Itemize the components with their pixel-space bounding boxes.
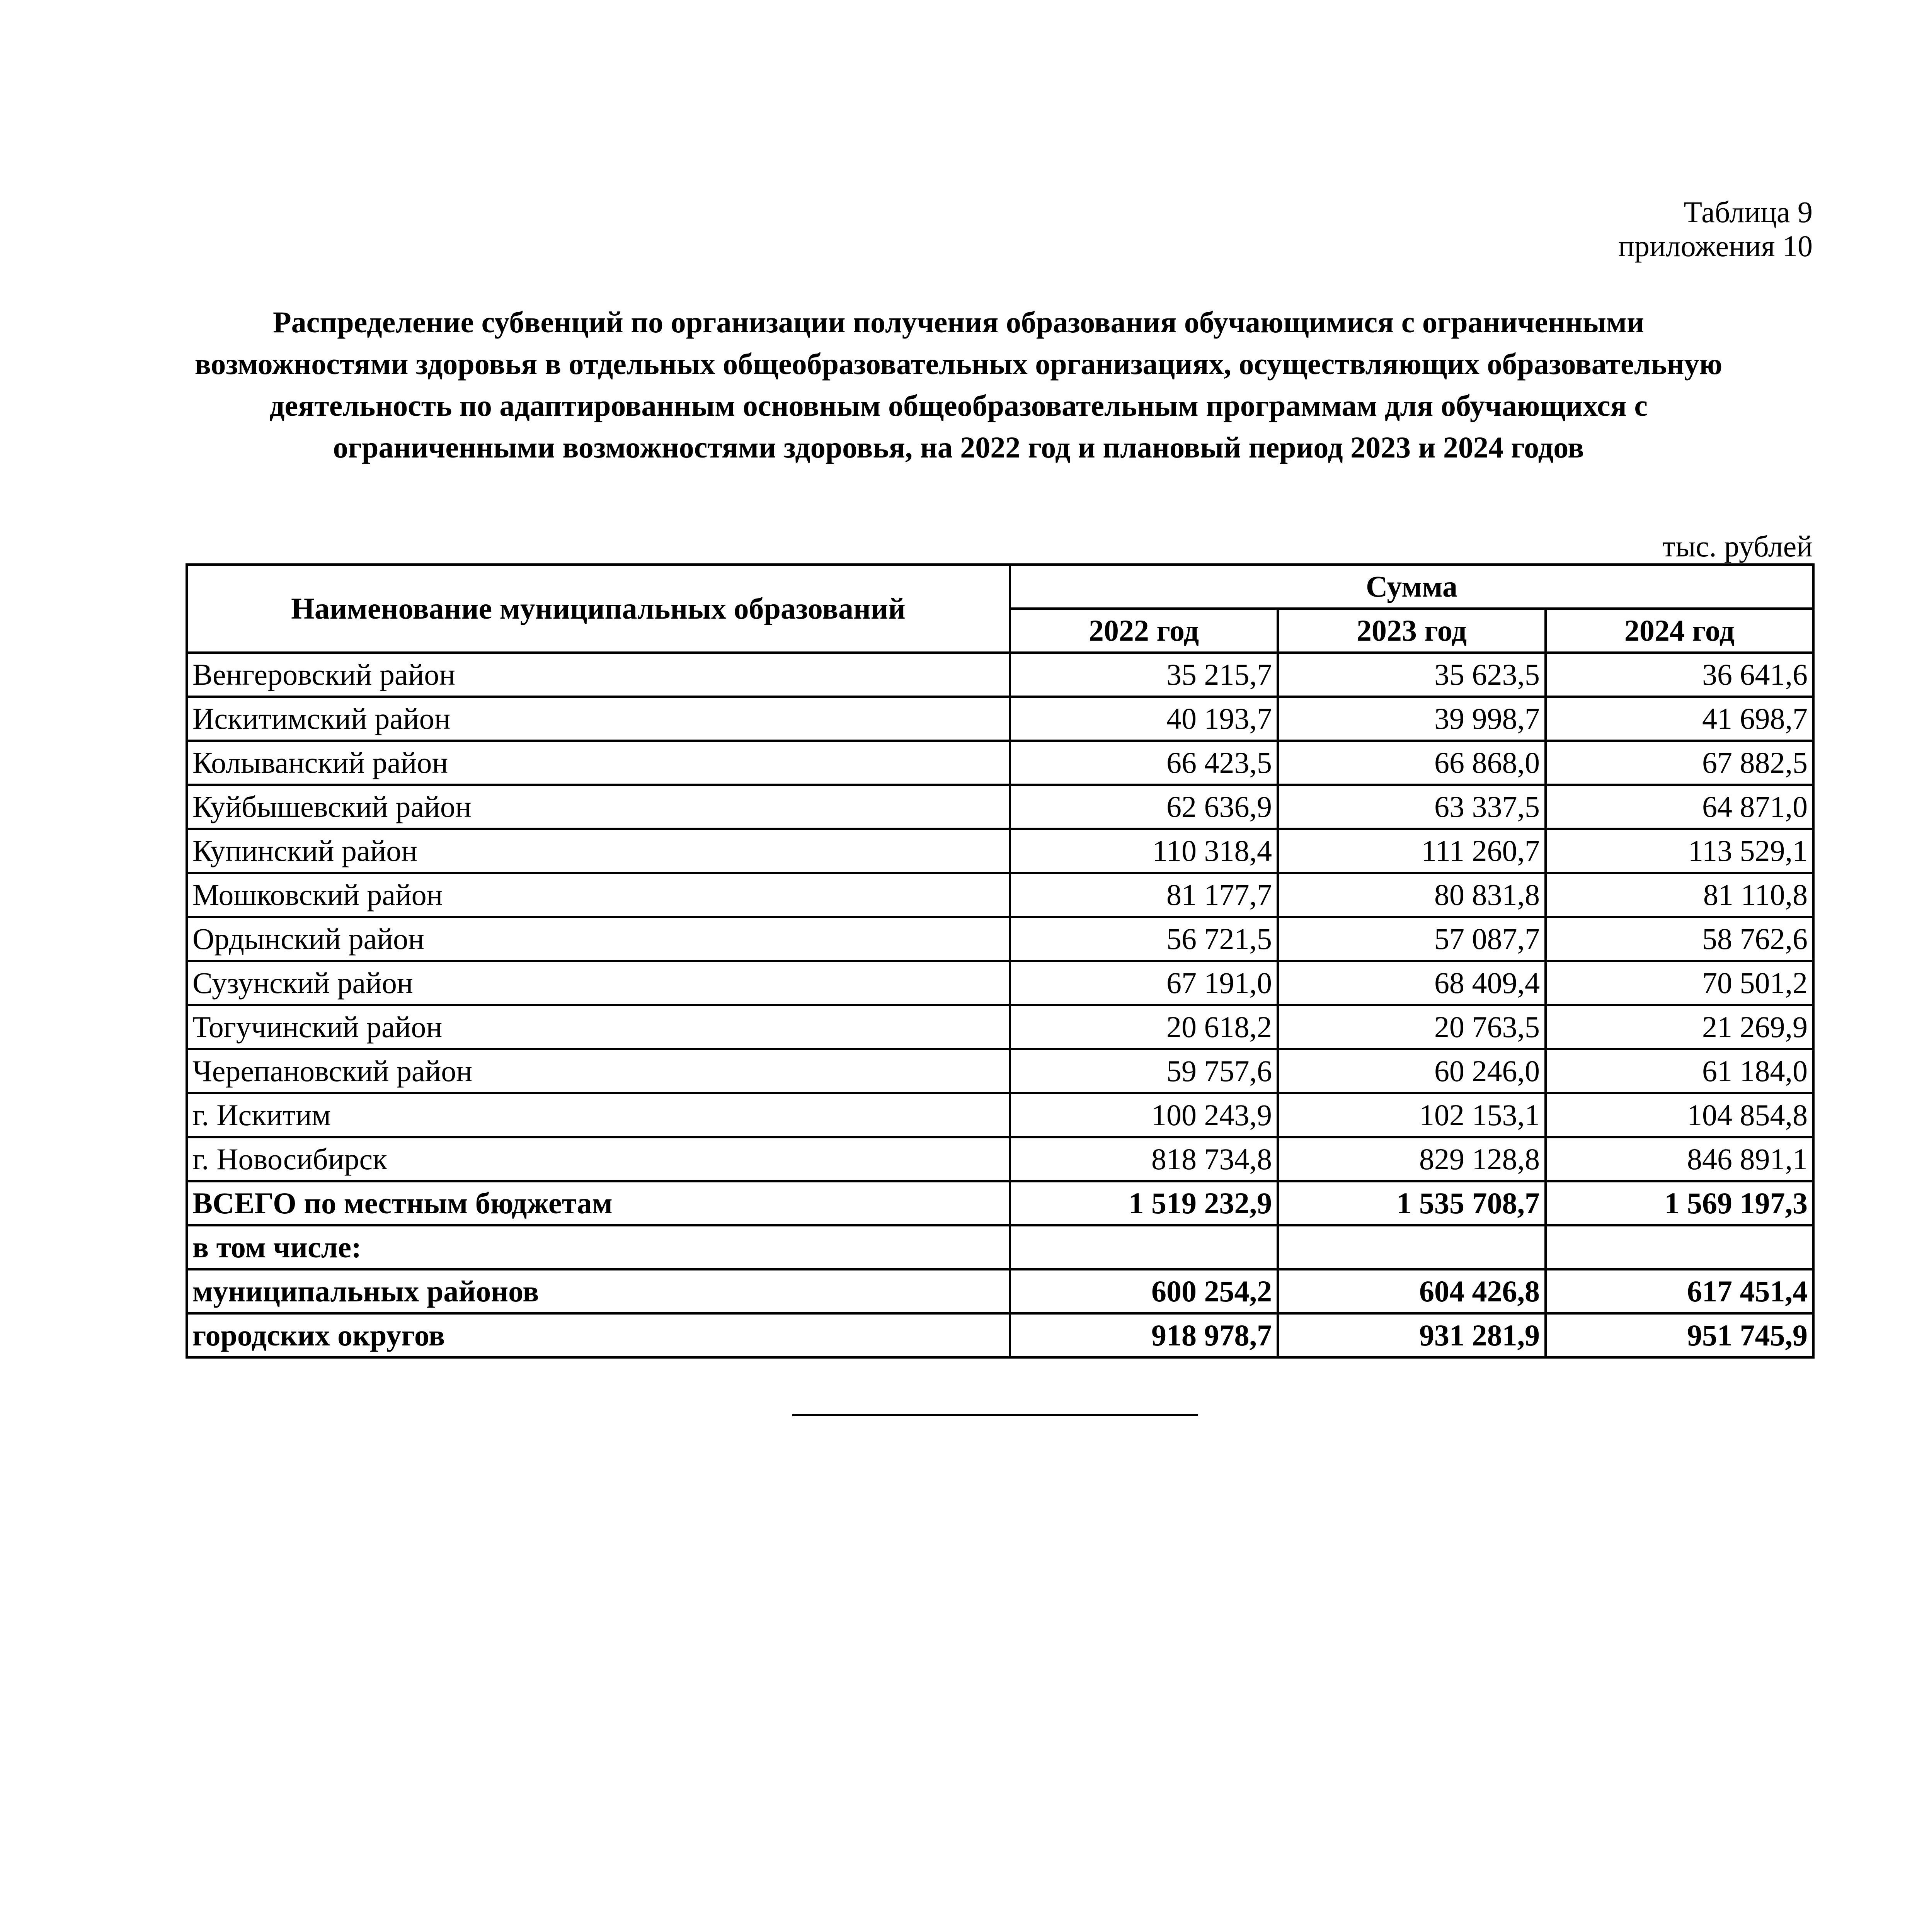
subtotal-row-urban-districts: [187, 1313, 1813, 1357]
value-2022: 66 423,5: [1010, 741, 1278, 785]
municipality-name: г. Новосибирск: [187, 1137, 1010, 1181]
value-2023: 20 763,5: [1278, 1005, 1546, 1049]
units-label: тыс. рублей: [1662, 529, 1813, 563]
municipality-name: Черепановский район: [187, 1049, 1010, 1093]
table-row: [187, 785, 1813, 829]
value-2022: 110 318,4: [1010, 829, 1278, 873]
value-2023: 57 087,7: [1278, 917, 1546, 961]
value-2022: 20 618,2: [1010, 1005, 1278, 1049]
value-2023: 80 831,8: [1278, 873, 1546, 917]
column-header-year-2022: 2022 год: [1010, 609, 1278, 653]
value-2023: 111 260,7: [1278, 829, 1546, 873]
total-row: [187, 1181, 1813, 1225]
municipality-name: Ордынский район: [187, 917, 1010, 961]
value-2024: 61 184,0: [1546, 1049, 1813, 1093]
municipality-name: Куйбышевский район: [187, 785, 1010, 829]
value-2024: 67 882,5: [1546, 741, 1813, 785]
column-header-sum: Сумма: [1010, 565, 1813, 609]
value-2023: 35 623,5: [1278, 653, 1546, 697]
empty-cell: [1278, 1225, 1546, 1269]
table-body: [187, 653, 1813, 1357]
value-2022: 40 193,7: [1010, 697, 1278, 741]
value-2023: 39 998,7: [1278, 697, 1546, 741]
value-2024: 21 269,9: [1546, 1005, 1813, 1049]
table-row: [187, 873, 1813, 917]
municipality-name: г. Искитим: [187, 1093, 1010, 1137]
municipality-name: Сузунский район: [187, 961, 1010, 1005]
value-2024: 58 762,6: [1546, 917, 1813, 961]
subtotal-2022: 918 978,7: [1010, 1313, 1278, 1357]
value-2024: 81 110,8: [1546, 873, 1813, 917]
municipality-name: Колыванский район: [187, 741, 1010, 785]
table-row: [187, 741, 1813, 785]
table-row: [187, 1093, 1813, 1137]
value-2024: 70 501,2: [1546, 961, 1813, 1005]
value-2024: 113 529,1: [1546, 829, 1813, 873]
value-2022: 35 215,7: [1010, 653, 1278, 697]
value-2022: 59 757,6: [1010, 1049, 1278, 1093]
subtotal-2024: 951 745,9: [1546, 1313, 1813, 1357]
table-row: [187, 917, 1813, 961]
total-label: ВСЕГО по местным бюджетам: [187, 1181, 1010, 1225]
value-2022: 67 191,0: [1010, 961, 1278, 1005]
municipality-name: Купинский район: [187, 829, 1010, 873]
value-2023: 68 409,4: [1278, 961, 1546, 1005]
municipality-name: Тогучинский район: [187, 1005, 1010, 1049]
table-row: [187, 1005, 1813, 1049]
value-2024: 64 871,0: [1546, 785, 1813, 829]
table-row: [187, 653, 1813, 697]
value-2022: 81 177,7: [1010, 873, 1278, 917]
closing-rule: [792, 1414, 1198, 1416]
table-row: [187, 697, 1813, 741]
value-2024: 41 698,7: [1546, 697, 1813, 741]
subtotal-2023: 931 281,9: [1278, 1313, 1546, 1357]
municipality-name: Венгеровский район: [187, 653, 1010, 697]
value-2022: 818 734,8: [1010, 1137, 1278, 1181]
column-header-year-2024: 2024 год: [1546, 609, 1813, 653]
appendix-reference: [1618, 195, 1813, 263]
subtotal-label: муниципальных районов: [187, 1269, 1010, 1313]
municipality-name: Мошковский район: [187, 873, 1010, 917]
total-2024: 1 569 197,3: [1546, 1181, 1813, 1225]
subtotal-2022: 600 254,2: [1010, 1269, 1278, 1313]
value-2023: 102 153,1: [1278, 1093, 1546, 1137]
table-row: [187, 1049, 1813, 1093]
value-2024: 36 641,6: [1546, 653, 1813, 697]
value-2022: 100 243,9: [1010, 1093, 1278, 1137]
value-2023: 63 337,5: [1278, 785, 1546, 829]
column-header-year-2023: 2023 год: [1278, 609, 1546, 653]
value-2023: 60 246,0: [1278, 1049, 1546, 1093]
value-2024: 846 891,1: [1546, 1137, 1813, 1181]
value-2023: 66 868,0: [1278, 741, 1546, 785]
column-header-name: Наименование муниципальных образований: [187, 565, 1010, 653]
value-2023: 829 128,8: [1278, 1137, 1546, 1181]
total-2022: 1 519 232,9: [1010, 1181, 1278, 1225]
municipality-name: Искитимский район: [187, 697, 1010, 741]
table-number: Таблица 9: [1684, 195, 1813, 229]
subtotal-2024: 617 451,4: [1546, 1269, 1813, 1313]
including-label: в том числе:: [187, 1225, 1010, 1269]
including-row: [187, 1225, 1813, 1269]
table-row: [187, 961, 1813, 1005]
table-row: [187, 829, 1813, 873]
subvention-table: [186, 563, 1815, 1359]
subtotal-row-districts: [187, 1269, 1813, 1313]
empty-cell: [1010, 1225, 1278, 1269]
empty-cell: [1546, 1225, 1813, 1269]
document-title: Распределение субвенций по организации получения образования обучающимися с ограниченными возможностями здоровья в отдельных общеобразовательных организациях, осуществляющих образовательную деятельность по адаптированным основным общеобразовательным программам для обучающихся с ограниченными возможностями здоровья, на 2022 год и плановый период 2023 и 2024 годов: [194, 305, 1723, 464]
total-2023: 1 535 708,7: [1278, 1181, 1546, 1225]
value-2022: 56 721,5: [1010, 917, 1278, 961]
table-header: [187, 565, 1813, 653]
value-2022: 62 636,9: [1010, 785, 1278, 829]
table-row: [187, 1137, 1813, 1181]
subtotal-label: городских округов: [187, 1313, 1010, 1357]
subtotal-2023: 604 426,8: [1278, 1269, 1546, 1313]
value-2024: 104 854,8: [1546, 1093, 1813, 1137]
appendix-number: приложения 10: [1618, 229, 1813, 263]
